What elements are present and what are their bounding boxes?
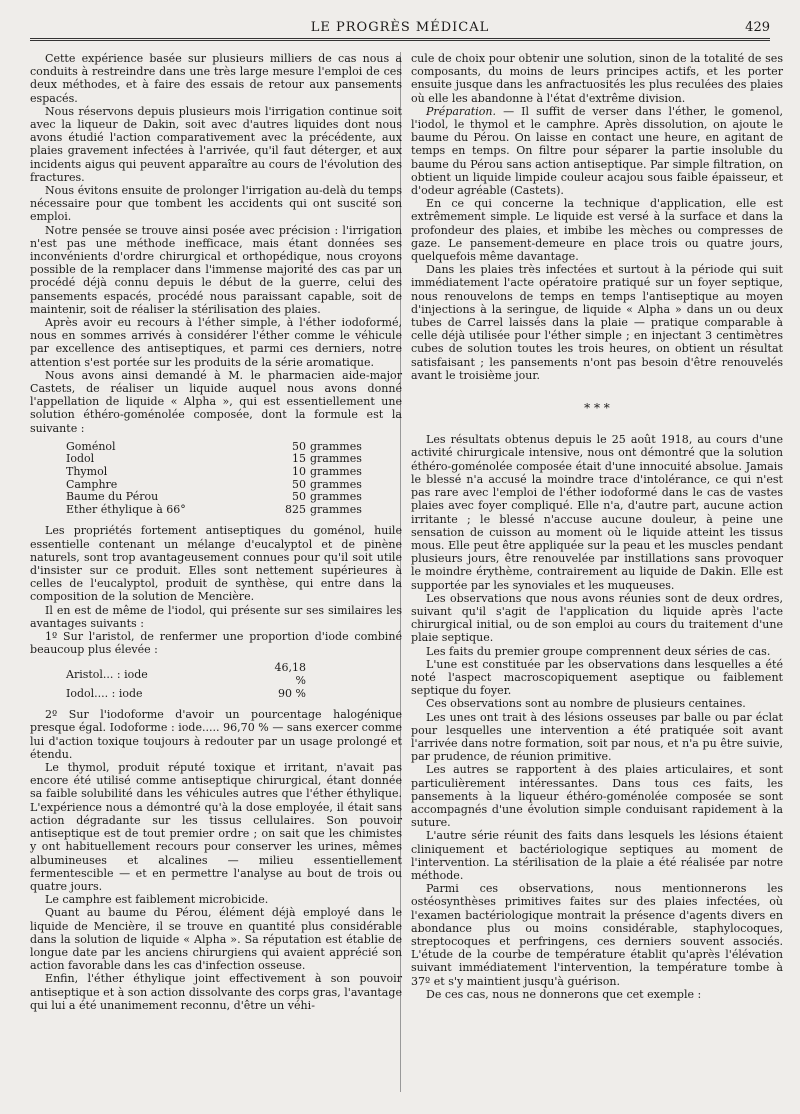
paragraph: L'autre série réunit des faits dans lesquels les lésions étaient cliniquement et bactériologique septiques au moment de l'intervention. La stérilisation de la plaie a été réalisée par notre méthode.	[411, 829, 783, 882]
formula-ingredient: Thymol	[66, 465, 108, 479]
formula-unit: grammes	[310, 477, 362, 491]
paragraph: Après avoir eu recours à l'éther simple, à l'éther iodoformé, nous en sommes arrivés à considérer l'éther comme le véhicule par excellence des antiseptiques, et parmi ces derniers, notre attention s'est portée sur les produits de la série aromatique.	[30, 316, 402, 369]
paragraph: Les unes ont trait à des lésions osseuses par balle ou par éclat pour lesquelles une intervention a été pratiquée soit avant l'arrivée dans notre formation, soit par nous, et n'a pu être suivie, par prudence, de réunion primitive.	[411, 710, 783, 764]
paragraph: Il en est de même de l'iodol, qui présente sur ses similaires les avantages suivants :	[30, 603, 402, 630]
paragraph: Parmi ces observations, nous mentionnerons les ostéosynthèses primitives faites sur des plaies infectées, où l'examen bactériologique montrait la présence d'agents divers en abondance plus ou moins considérable, staphylocoques, streptocoques et perfringens, ces derniers souvent associés. L'étude de la courbe de température établit qu'après l'élévation suivant immédiatement l'intervention, la température tombe à 37º et s'y maintient jusqu'à guérison.	[411, 882, 783, 988]
preparation-text: — Il suffit de verser dans l'éther, le gomenol, l'iodol, le thymol et le camphre. Après dissolution, on ajoute le baume du Pérou. On laisse en contact une heure, en agitant de temps en temps. On filtre pour séparer la partie insoluble du baume du Pérou sans action antiseptique. Par simple filtration, on obtient un liquide limpide couleur acajou sous faible épaisseur, et d'odeur agréable (Castets).	[411, 104, 783, 198]
page-number: 429	[745, 20, 770, 35]
right-column	[411, 52, 783, 1001]
formula-row	[66, 504, 362, 517]
paragraph: Les résultats obtenus depuis le 25 août 1918, au cours d'une activité chirurgicale intensive, nous ont démontré que la solution éthéro-goménolée composée était d'une innocuité absolue. Jamais le blessé n'a accusé la moindre trace d'intolérance, ce qui n'est pas rare avec l'emploi de l'éther iodoformé dans le cas de vastes plaies avec foyer compliqué. Elle n'a, d'autre part, aucune action irritante ; le blessé n'accuse aucune douleur, à peine une sensation de cuisson au moment où le liquide atteint les tissus mous. Elle peut être appliquée sur la peau et les muscles pendant plusieurs jours, être renouvelée par instillations sans provoquer le moindre érythème, contrairement au liquide de Dakin. Elle est supportée par les synoviales et les muqueuses.	[411, 433, 783, 592]
iodine-percent: 90 %	[278, 686, 306, 700]
iodine-compound: Iodol.... : iode	[66, 686, 143, 700]
paragraph: Enfin, l'éther éthylique joint effectivement à son pouvoir antiseptique et à son action dissolvante des corps gras, l'avantage qui lui a été unanimement reconnu, d'être un véhi-	[30, 972, 402, 1012]
paragraph: 2º Sur l'iodoforme d'avoir un pourcentage halogénique presque égal. Iodoforme : iode..... 96,70 % — sans exercer comme lui d'action toxique toujours à redouter par un usage prolongé et étendu.	[30, 708, 402, 761]
formula-unit: grammes	[310, 439, 362, 453]
paragraph: Notre pensée se trouve ainsi posée avec précision : l'irrigation n'est pas une méthode inefficace, mais étant données ses inconvénients d'ordre chirurgical et orthopédique, nous croyons possible de la remplacer dans l'immense majorité des cas par un procédé déjà connu depuis le début de la guerre, celui des pansements espacés, procédé nous paraissant capable, soit de maintenir, soit de réaliser la stérilisation des plaies.	[30, 223, 402, 316]
formula-quantity: 50	[292, 477, 306, 491]
formula-ingredient: Ether éthylique à 66°	[66, 502, 186, 516]
header-rule	[30, 38, 770, 41]
paragraph: Les autres se rapportent à des plaies articulaires, et sont particulièrement intéressantes. Dans tous ces faits, les pansements à la liqueur éthéro-goménolée composée se sont accompagnés d'une évolution simple conduisant rapidement à la suture.	[411, 763, 783, 830]
formula-quantity: 825	[285, 502, 306, 516]
left-column	[30, 52, 402, 1012]
paragraph: cule de choix pour obtenir une solution, sinon de la totalité de ses composants, du moins de leurs principes actifs, et les porter ensuite jusque dans les anfractuosités les plus reculées des plaies où elle les abandonne à l'état d'extrême division.	[411, 52, 783, 105]
preparation-paragraph	[411, 105, 783, 197]
formula-quantity: 50	[292, 439, 306, 453]
formula-ingredient: Goménol	[66, 439, 116, 453]
formula-unit: grammes	[310, 490, 362, 504]
iodine-percent: 46,18 %	[274, 661, 306, 688]
paragraph: Nous évitons ensuite de prolonger l'irrigation au-delà du temps nécessaire pour que tombent les accidents qui ont suscité son emploi.	[30, 184, 402, 224]
formula-quantity: 15	[292, 452, 306, 466]
formula-table	[66, 441, 362, 517]
paragraph: Les propriétés fortement antiseptiques du goménol, huile essentielle contenant un mélange d'eucalyptol et de pinène naturels, sont trop avantageusement connues pour qu'il soit utile d'insister sur ce produit. Elles sont nettement supérieures à celles de l'eucalyptol, produit de synthèse, qui entre dans la composition de la solution de Mencière.	[30, 524, 402, 604]
paragraph: De ces cas, nous ne donnerons que cet exemple :	[426, 987, 702, 1001]
formula-quantity: 10	[292, 465, 306, 479]
formula-ingredient: Iodol	[66, 452, 95, 466]
paragraph: Le camphre est faiblement microbicide.	[45, 893, 269, 907]
paragraph: Quant au baume du Pérou, élément déjà employé dans le liquide de Mencière, il se trouve en quantité plus considérable dans la solution de liquide « Alpha ». Sa réputation est établie de longue date par les anciens chirurgiens qui avaient apprécié son action favorable dans les cas d'infection osseuse.	[30, 906, 402, 973]
paragraph: L'une est constituée par les observations dans lesquelles a été noté l'aspect macroscopiquement aseptique ou faiblement septique du foyer.	[411, 657, 783, 698]
formula-unit: grammes	[310, 502, 362, 516]
paragraph: Ces observations sont au nombre de plusieurs centaines.	[426, 697, 746, 711]
formula-row	[66, 466, 362, 479]
paragraph: Dans les plaies très infectées et surtout à la période qui suit immédiatement l'acte opératoire pratiqué sur un foyer septique, nous renouvelons de temps en temps l'antiseptique au moyen d'injections à la seringue, de liquide « Alpha » dans un ou deux tubes de Carrel laissés dans la plaie — pratique comparable à celle déjà utilisée pour l'éther simple ; en injectant 3 centimètres cubes de solution toutes les trois heures, on obtient un résultat satisfaisant ; les pansements n'ont pas besoin d'être renouvelés avant le troisième jour.	[411, 263, 783, 382]
formula-unit: grammes	[310, 452, 362, 466]
preparation-label: Préparation.	[426, 104, 497, 118]
journal-title: LE PROGRÈS MÉDICAL	[310, 20, 490, 35]
formula-quantity: 50	[292, 490, 306, 504]
paragraph: Nous avons ainsi demandé à M. le pharmacien aide-major Castets, de réaliser un liquide auquel nous avons donné l'appellation de liquide « Alpha », qui est essentiellement une solution éthéro-goménolée composée, dont la formule est la suivante :	[30, 368, 402, 435]
paragraph: 1º Sur l'aristol, de renfermer une proportion d'iode combiné beaucoup plus élevée :	[30, 630, 402, 657]
iodine-table	[66, 662, 310, 700]
formula-ingredient: Baume du Pérou	[66, 490, 159, 504]
paragraph: Les faits du premier groupe comprennent deux séries de cas.	[426, 644, 771, 658]
paragraph: Nous réservons depuis plusieurs mois l'irrigation continue soit avec la liqueur de Dakin, soit avec d'autres liquides dont nous avons étudié l'action comparativement avec la précédente, aux plaies gravement infectées à l'arrivée, qu'il faut déterger, et aux incidents aigus qui peuvent apparaître au cours de l'évolution des fractures.	[30, 104, 402, 184]
paragraph: En ce qui concerne la technique d'application, elle est extrêmement simple. Le liquide est versé à la surface et dans la profondeur des plaies, et imbibe les mèches ou compresses de gaze. Le pansement-demeure en place trois ou quatre jours, quelquefois même davantage.	[411, 197, 783, 264]
iodine-compound: Aristol... : iode	[66, 667, 148, 681]
page-header	[30, 20, 770, 40]
iodine-row	[66, 688, 310, 701]
formula-unit: grammes	[310, 465, 362, 479]
iodine-row	[66, 662, 310, 687]
paragraph: Cette expérience basée sur plusieurs milliers de cas nous a conduits à restreindre dans une très large mesure l'emploi de ces deux méthodes, et à faire des essais de retour aux pansements espacés.	[30, 52, 402, 105]
paragraph: Les observations que nous avons réunies sont de deux ordres, suivant qu'il s'agit de l'application du liquide après l'acte chirurgical initial, ou de son emploi au cours du traitement d'une plaie septique.	[411, 591, 783, 645]
section-separator: * * *	[584, 401, 610, 416]
formula-ingredient: Camphre	[66, 477, 118, 491]
formula-row	[66, 491, 362, 504]
paragraph: Le thymol, produit réputé toxique et irritant, n'avait pas encore été utilisé comme antiseptique chirurgical, étant donnée sa faible solubilité dans les véhicules autres que l'éther éthylique. L'expérience nous a démontré qu'à la dose employée, il était sans action dégradante sur les tissus cellulaires. Son pouvoir antiseptique est de tout premier ordre ; on sait que les chimistes y ont habituellement recours pour conserver les urines, mêmes albumineuses et alcalines — milieu essentiellement fermentescible — et en permettre l'analyse au bout de trois ou quatre jours.	[30, 761, 402, 893]
